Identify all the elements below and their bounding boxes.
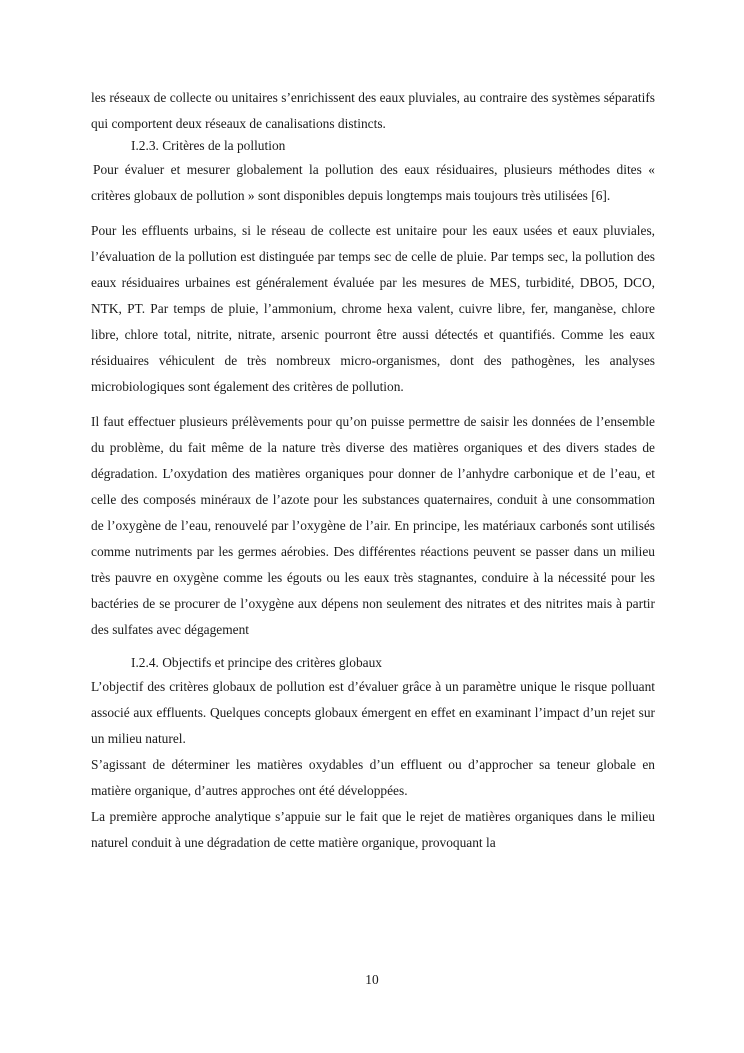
paragraph-urban-effluents: Pour les effluents urbains, si le réseau de collecte est unitaire pour les eaux usées et eaux pluviales, l’évaluation de la pollution est distinguée par temps sec de celle de pluie. Par temps sec, la pollution des eaux résiduaires urbaines est généralement évaluée par les mesures de MES, turbidité, DBO5, DCO, NTK, PT. Par temps de pluie, l’ammonium, chrome hexa valent, cuivre libre, fer, manganèse, chlore libre, chlore total, nitrite, nitrate, arsenic pourront être aussi détectés et quantifiés. Comme les eaux résiduaires véhiculent de très nombreux micro-organismes, dont des pathogènes, les analyses microbiologiques sont également des critères de pollution. [91,223,655,394]
section-heading-1-2-4: I.2.4. Objectifs et principe des critères globaux [131,655,382,670]
section-heading-1-2-3: I.2.3. Critères de la pollution [131,138,286,153]
paragraph-sampling: Il faut effectuer plusieurs prélèvements pour qu’on puisse permettre de saisir les données de l’ensemble du problème, du fait même de la nature très diverse des matières organiques et des divers stades de dégradation. L’oxydation des matières organiques pour donner de l’anhydre carbonique et de l’eau, et celle des composés minéraux de l’azote pour les substances quaternaires, conduit à une consommation de l’oxygène de l’eau, renouvelé par l’oxygène de l’air. En principe, les matériaux carbonés sont utilisés comme nutriments par les germes aérobies. Des différentes réactions peuvent se passer dans un milieu très pauvre en oxygène comme les égouts ou les eaux très stagnantes, conduire à la nécessité pour les bactéries de se procurer de l’oxygène aux dépens non seulement des nitrates et des nitrites mais à partir des sulfates avec dégagement [91,414,655,637]
paragraph-first-approach: La première approche analytique s’appuie sur le fait que le rejet de matières organiques dans le milieu naturel conduit à une dégradation de cette matière organique, provoquant la [91,809,655,850]
paragraph-intro-continuation: les réseaux de collecte ou unitaires s’enrichissent des eaux pluviales, au contraire des systèmes séparatifs qui comportent deux réseaux de canalisations distincts. [91,90,655,131]
paragraph-objective: L’objectif des critères globaux de pollution est d’évaluer grâce à un paramètre unique le risque polluant associé aux effluents. Quelques concepts globaux émergent en effet en examinant l’impact d’un rejet sur un milieu naturel. [91,679,655,746]
page-body [91,85,655,856]
page-number: 10 [365,972,379,987]
paragraph-evaluation-methods: Pour évaluer et mesurer globalement la pollution des eaux résiduaires, plusieurs méthodes dites « critères globaux de pollution » sont disponibles depuis longtemps mais toujours très utilisées [6]. [91,162,655,203]
paragraph-oxidizable-matter: S’agissant de déterminer les matières oxydables d’un effluent ou d’approcher sa teneur globale en matière organique, d’autres approches ont été développées. [91,757,655,798]
